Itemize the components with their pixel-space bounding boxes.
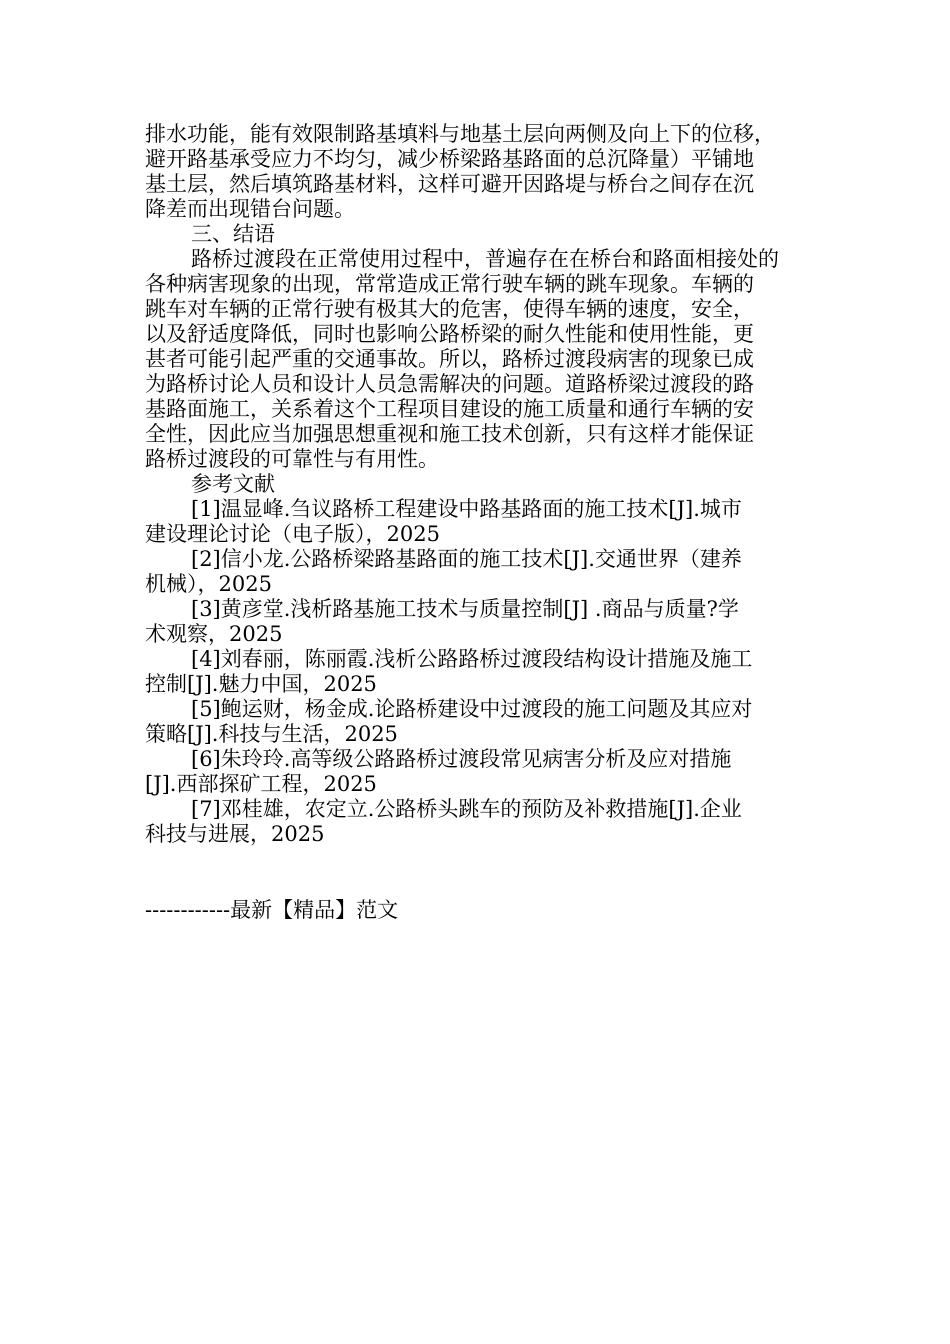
text-line: 甚者可能引起严重的交通事故。所以，路桥过渡段病害的现象已成 bbox=[145, 347, 754, 371]
text-line: 全性，因此应当加强思想重视和施工技术创新，只有这样才能保证 bbox=[145, 422, 754, 446]
text-line: 基土层，然后填筑路基材料，这样可避开因路堤与桥台之间存在沉 bbox=[145, 172, 754, 196]
document-page bbox=[145, 122, 805, 847]
reference-item bbox=[145, 497, 805, 547]
reference-line: [J].西部探矿工程，2025 bbox=[145, 772, 377, 796]
text-line: 以及舒适度降低，同时也影响公路桥梁的耐久性能和使用性能，更 bbox=[145, 322, 754, 346]
reference-item bbox=[145, 797, 805, 847]
text-line: 排水功能，能有效限制路基填料与地基土层向两侧及向上下的位移， bbox=[145, 122, 775, 146]
text-line: 路桥过渡段的可靠性与有用性。 bbox=[145, 447, 439, 471]
reference-line: [2]信小龙.公路桥梁路基路面的施工技术[J].交通世界（建养 bbox=[191, 547, 742, 571]
reference-line: [3]黄彦堂.浅析路基施工技术与质量控制[J] .商品与质量?学 bbox=[191, 597, 739, 621]
reference-line: 机械），2025 bbox=[145, 572, 272, 596]
text-line: 为路桥讨论人员和设计人员急需解决的问题。道路桥梁过渡段的路 bbox=[145, 372, 754, 396]
reference-line: [7]邓桂雄，农定立.公路桥头跳车的预防及补救措施[J].企业 bbox=[191, 797, 742, 821]
reference-line: [4]刘春丽，陈丽霞.浅析公路路桥过渡段结构设计措施及施工 bbox=[191, 647, 753, 671]
reference-item bbox=[145, 547, 805, 597]
reference-line: 策略[J].科技与生活，2025 bbox=[145, 722, 398, 746]
paragraph-conclusion bbox=[145, 247, 805, 472]
text-line: 基路面施工，关系着这个工程项目建设的施工质量和通行车辆的安 bbox=[145, 397, 754, 421]
conclusion-heading: 三、结语 bbox=[191, 222, 275, 246]
references-heading: 参考文献 bbox=[191, 472, 275, 496]
reference-line: 建设理论讨论（电子版），2025 bbox=[145, 522, 440, 546]
reference-line: [5]鲍运财，杨金成.论路桥建设中过渡段的施工问题及其应对 bbox=[191, 697, 753, 721]
paragraph-drainage bbox=[145, 122, 805, 222]
reference-item bbox=[145, 597, 805, 647]
reference-list bbox=[145, 497, 805, 847]
reference-line: 控制[J].魅力中国，2025 bbox=[145, 672, 377, 696]
reference-line: 科技与进展，2025 bbox=[145, 822, 325, 846]
text-line: 避开路基承受应力不均匀，减少桥梁路基路面的总沉降量）平铺地 bbox=[145, 147, 754, 171]
text-line: 路桥过渡段在正常使用过程中，普遍存在在桥台和路面相接处的 bbox=[191, 247, 779, 271]
footer-text: ------------最新【精品】范文 bbox=[145, 898, 399, 922]
text-line: 跳车对车辆的正常行驶有极其大的危害，使得车辆的速度，安全， bbox=[145, 297, 754, 321]
reference-line: [6]朱玲玲.高等级公路路桥过渡段常见病害分析及应对措施 bbox=[191, 747, 732, 771]
reference-item bbox=[145, 747, 805, 797]
reference-item bbox=[145, 697, 805, 747]
reference-line: 术观察，2025 bbox=[145, 622, 283, 646]
text-line: 降差而出现错台问题。 bbox=[145, 197, 355, 221]
text-line: 各种病害现象的出现，常常造成正常行驶车辆的跳车现象。车辆的 bbox=[145, 272, 754, 296]
reference-line: [1]温显峰.刍议路桥工程建设中路基路面的施工技术[J].城市 bbox=[191, 497, 742, 521]
reference-item bbox=[145, 647, 805, 697]
